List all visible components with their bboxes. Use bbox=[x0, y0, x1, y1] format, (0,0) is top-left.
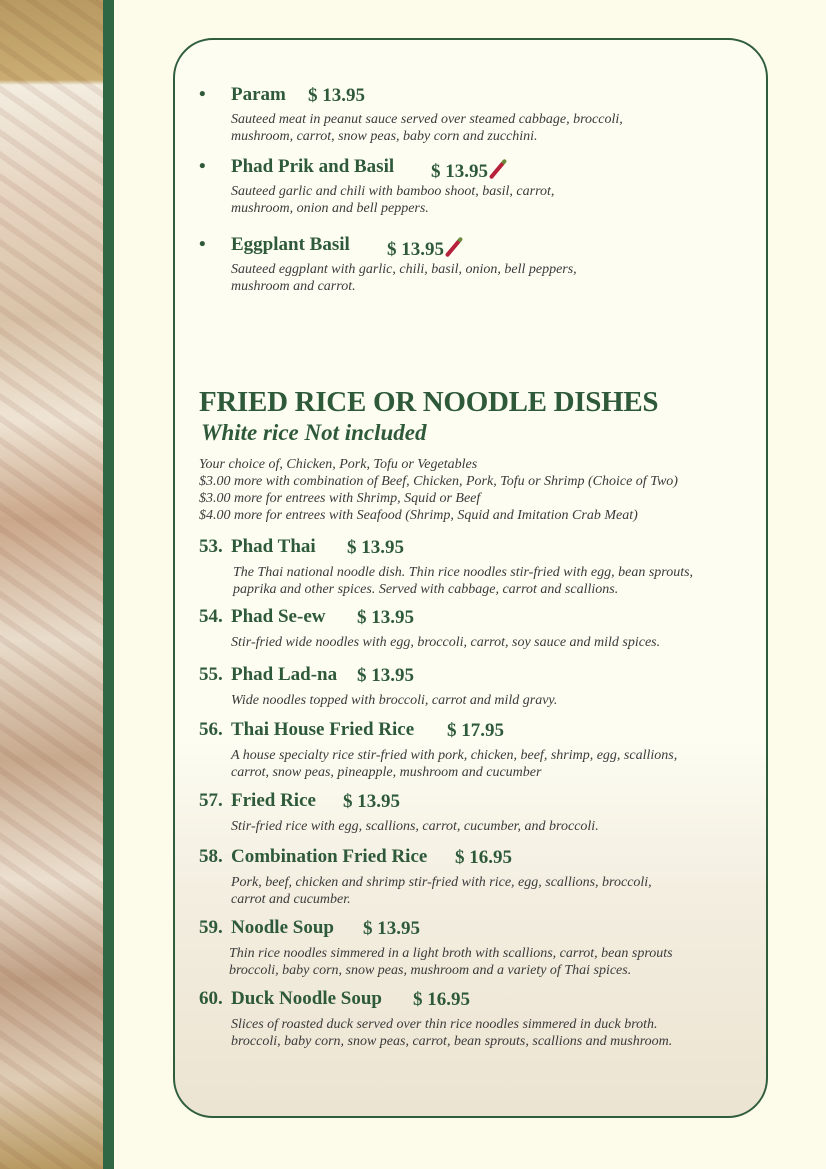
item-number: 56. bbox=[199, 719, 223, 740]
bullet: • bbox=[199, 84, 206, 105]
item-name: Duck Noodle Soup bbox=[231, 988, 382, 1009]
description-line: Thin rice noodles simmered in a light broth with scallions, carrot, bean sprouts bbox=[229, 946, 673, 961]
item-name: Thai House Fried Rice bbox=[231, 719, 415, 740]
item-price: $ 13.95 bbox=[363, 918, 420, 939]
description-line: Slices of roasted duck served over thin rice noodles simmered in duck broth. bbox=[231, 1017, 658, 1032]
item-price bbox=[431, 157, 500, 183]
item-price: $ 13.95 bbox=[343, 791, 400, 812]
description-line: The Thai national noodle dish. Thin rice noodles stir-fried with egg, bean sprouts, bbox=[233, 565, 694, 580]
price-text: $ 13.95 bbox=[387, 239, 444, 260]
item-name: Fried Rice bbox=[231, 790, 316, 811]
bullet: • bbox=[199, 156, 206, 177]
item-description bbox=[231, 111, 623, 145]
price-text: $ 13.95 bbox=[431, 161, 488, 182]
description-line: carrot, snow peas, pineapple, mushroom and cucumber bbox=[231, 765, 542, 780]
intro-line: Your choice of, Chicken, Pork, Tofu or Vegetables bbox=[199, 457, 478, 472]
item-price: $ 13.95 bbox=[347, 537, 404, 558]
description-line: A house specialty rice stir-fried with pork, chicken, beef, shrimp, egg, scallions, bbox=[231, 748, 678, 763]
description-line: Stir-fried rice with egg, scallions, carrot, cucumber, and broccoli. bbox=[231, 819, 599, 834]
description-line: mushroom, onion and bell peppers. bbox=[231, 201, 429, 216]
intro-line: $3.00 more for entrees with Shrimp, Squid or Beef bbox=[199, 491, 481, 506]
description-line: Wide noodles topped with broccoli, carrot and mild gravy. bbox=[231, 693, 558, 708]
description-line: broccoli, baby corn, snow peas, carrot, bean sprouts, scallions and mushroom. bbox=[231, 1034, 673, 1049]
description-line: Pork, beef, chicken and shrimp stir-fried with rice, egg, scallions, broccoli, bbox=[231, 875, 652, 890]
description-line: paprika and other spices. Served with cabbage, carrot and scallions. bbox=[233, 582, 619, 597]
description-line: broccoli, baby corn, snow peas, mushroom and a variety of Thai spices. bbox=[229, 963, 632, 978]
item-name: Phad Lad-na bbox=[231, 664, 338, 685]
item-description bbox=[231, 1016, 672, 1050]
item-price: $ 16.95 bbox=[413, 989, 470, 1010]
bullet: • bbox=[199, 234, 206, 255]
intro-line: $4.00 more for entrees with Seafood (Shrimp, Squid and Imitation Crab Meat) bbox=[199, 508, 638, 523]
item-description bbox=[231, 747, 677, 781]
item-number: 55. bbox=[199, 664, 223, 685]
description-line: Sauteed meat in peanut sauce served over steamed cabbage, broccoli, bbox=[231, 112, 623, 127]
description-line: Sauteed eggplant with garlic, chili, basil, onion, bell peppers, bbox=[231, 262, 577, 277]
item-price bbox=[387, 235, 456, 261]
item-number: 57. bbox=[199, 790, 223, 811]
item-price: $ 17.95 bbox=[447, 720, 504, 741]
item-description bbox=[231, 818, 599, 835]
item-number: 58. bbox=[199, 846, 223, 867]
description-line: Sauteed garlic and chili with bamboo shoot, basil, carrot, bbox=[231, 184, 555, 199]
description-line: Stir-fried wide noodles with egg, broccoli, carrot, soy sauce and mild spices. bbox=[231, 635, 661, 650]
section-intro bbox=[199, 456, 678, 524]
item-description bbox=[229, 945, 673, 979]
intro-line: $3.00 more with combination of Beef, Chicken, Pork, Tofu or Shrimp (Choice of Two) bbox=[199, 474, 678, 489]
item-price: $ 13.95 bbox=[357, 665, 414, 686]
item-name: Noodle Soup bbox=[231, 917, 334, 938]
description-line: mushroom, carrot, snow peas, baby corn and zucchini. bbox=[231, 129, 538, 144]
item-number: 59. bbox=[199, 917, 223, 938]
price-text: $ 13.95 bbox=[308, 85, 365, 106]
green-divider-bar bbox=[103, 0, 114, 1169]
item-name: Phad Se-ew bbox=[231, 606, 326, 627]
section-title: FRIED RICE OR NOODLE DISHES bbox=[199, 386, 659, 418]
item-name: Param bbox=[231, 84, 286, 105]
item-description bbox=[231, 874, 652, 908]
item-price: $ 16.95 bbox=[455, 847, 512, 868]
item-name: Phad Prik and Basil bbox=[231, 156, 395, 177]
item-name: Phad Thai bbox=[231, 536, 316, 557]
description-line: carrot and cucumber. bbox=[231, 892, 351, 907]
item-description bbox=[231, 183, 554, 217]
thai-mural-illustration bbox=[0, 0, 103, 1169]
description-line: mushroom and carrot. bbox=[231, 279, 356, 294]
item-description bbox=[231, 692, 557, 709]
item-number: 60. bbox=[199, 988, 223, 1009]
item-description bbox=[231, 634, 660, 651]
item-description bbox=[231, 261, 577, 295]
section-subtitle: White rice Not included bbox=[201, 420, 427, 445]
item-number: 54. bbox=[199, 606, 223, 627]
item-price: $ 13.95 bbox=[357, 607, 414, 628]
item-name: Combination Fried Rice bbox=[231, 846, 428, 867]
item-description bbox=[233, 564, 693, 598]
item-price bbox=[308, 85, 365, 107]
item-number: 53. bbox=[199, 536, 223, 557]
item-name: Eggplant Basil bbox=[231, 234, 350, 255]
